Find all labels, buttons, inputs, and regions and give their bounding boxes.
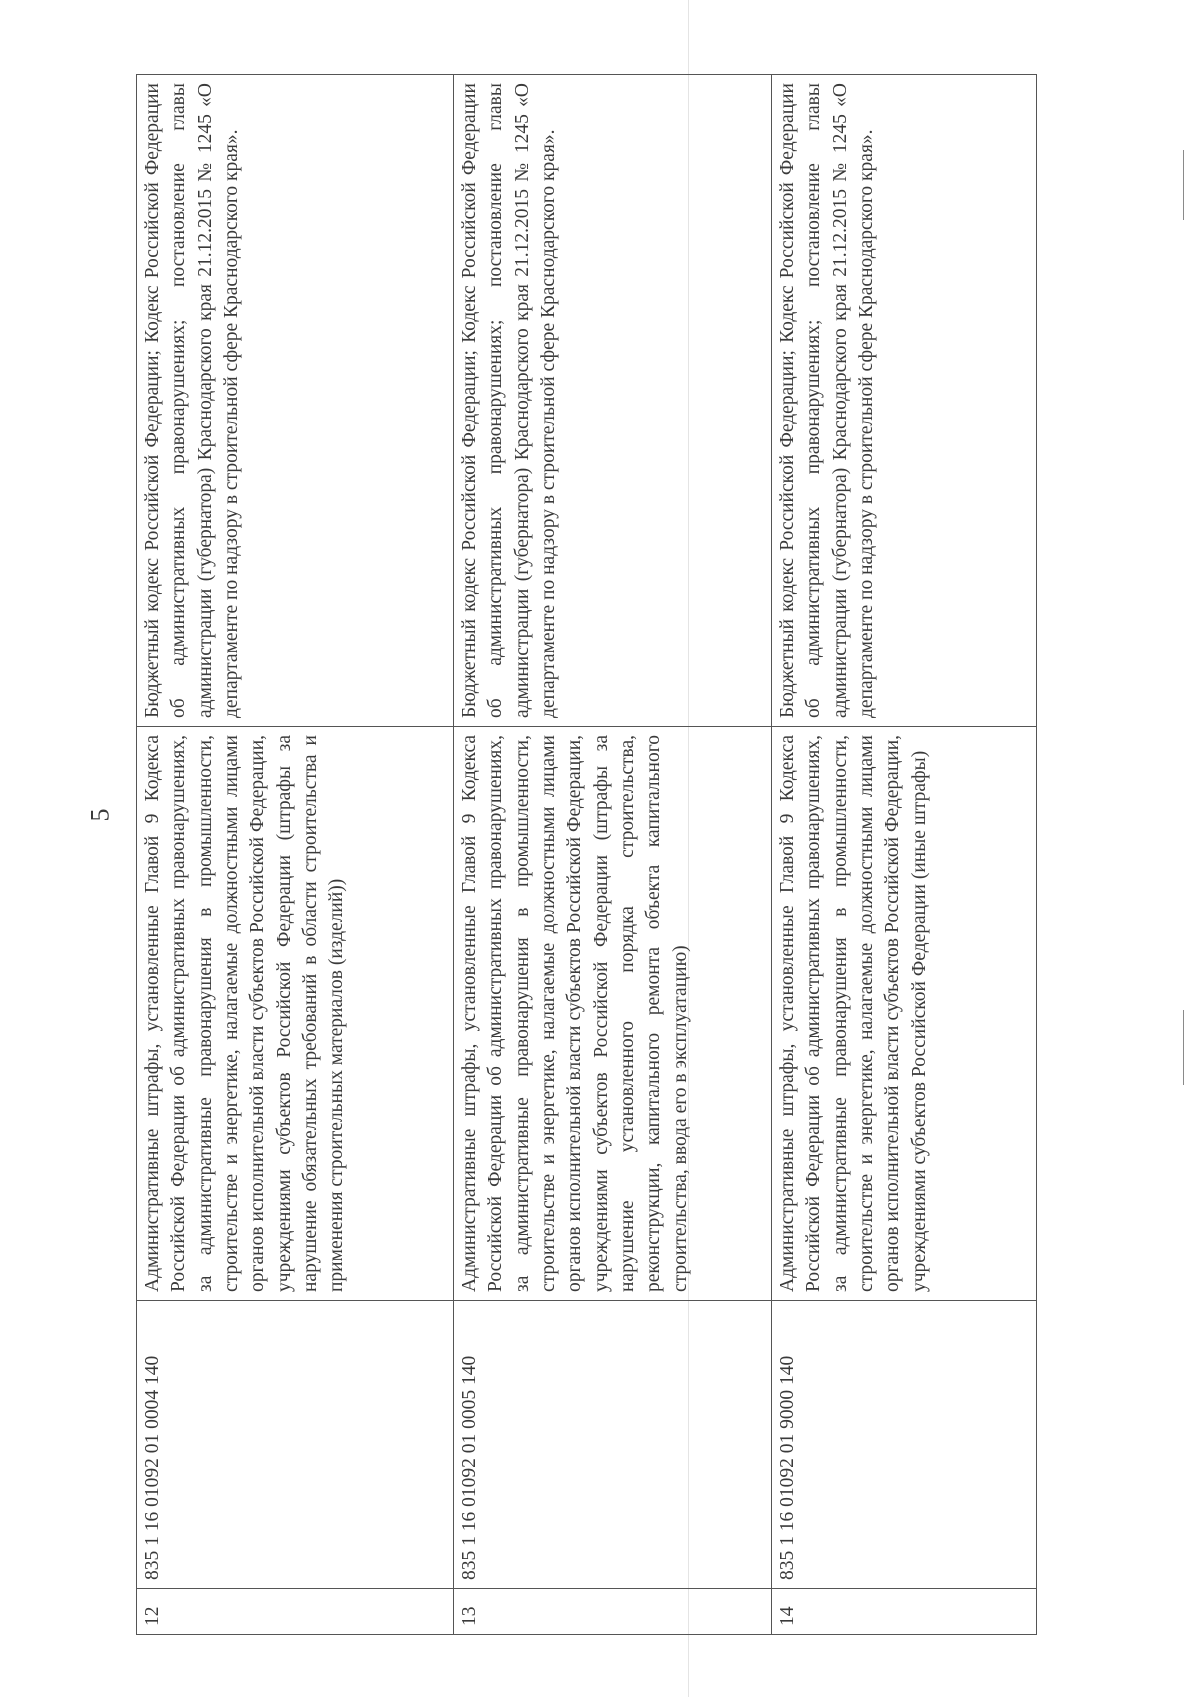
name-cell: Административные штрафы, установленные Главой 9 Кодекса Российской Федерации об административных правонарушениях, за административные правонарушения в промышленности, строительстве и энергетике, налагаемые должностными лицами органов исполнительной власти субъектов Российской Федерации, учреждениями субъектов Российской Федерации (штрафы за нарушение обязательных требований в области строительства и применения строительных материалов (изделий)) [137,727,454,1301]
table-row [137,75,454,1635]
code-cell: 835 1 16 01092 01 9000 140 [772,1301,1037,1589]
basis-cell: Бюджетный кодекс Российской Федерации; Кодекс Российской Федерации об административных правонарушениях; постановление главы администрации (губернатора) Краснодарского края 21.12.2015 № 1245 «О департаменте по надзору в строительной сфере Краснодарского края». [454,75,772,727]
row-number-cell: 13 [454,1589,772,1635]
rotated-table-wrapper [136,75,1036,1635]
basis-cell: Бюджетный кодекс Российской Федерации; Кодекс Российской Федерации об административных правонарушениях; постановление главы администрации (губернатора) Краснодарского края 21.12.2015 № 1245 «О департаменте по надзору в строительной сфере Краснодарского края». [137,75,454,727]
row-number-cell: 12 [137,1589,454,1635]
code-cell: 835 1 16 01092 01 0005 140 [454,1301,772,1589]
table-row [772,75,1037,1635]
name-cell: Административные штрафы, установленные Главой 9 Кодекса Российской Федерации об административных правонарушениях, за административные правонарушения в промышленности, строительстве и энергетике, налагаемые должностными лицами органов исполнительной власти субъектов Российской Федерации, учреждениями субъектов Российской Федерации (иные штрафы) [772,727,1037,1301]
basis-cell: Бюджетный кодекс Российской Федерации; Кодекс Российской Федерации об административных правонарушениях; постановление главы администрации (губернатора) Краснодарского края 21.12.2015 № 1245 «О департаменте по надзору в строительной сфере Краснодарского края». [772,75,1037,727]
name-cell: Административные штрафы, установленные Главой 9 Кодекса Российской Федерации об административных правонарушениях, за административные правонарушения в промышленности, строительстве и энергетике, налагаемые должностными лицами органов исполнительной власти субъектов Российской Федерации, учреждениями субъектов Российской Федерации (штрафы за нарушение установленного порядка строительства, реконструкции, капитального ремонта объекта капитального строительства, ввода его в эксплуатацию) [454,727,772,1301]
page-number: 5 [85,808,115,822]
scan-edge-mark [1183,150,1184,220]
table-row [454,75,772,1635]
scan-edge-mark [1183,1010,1184,1085]
revenue-codes-table [136,74,1037,1635]
code-cell: 835 1 16 01092 01 0004 140 [137,1301,454,1589]
row-number-cell: 14 [772,1589,1037,1635]
